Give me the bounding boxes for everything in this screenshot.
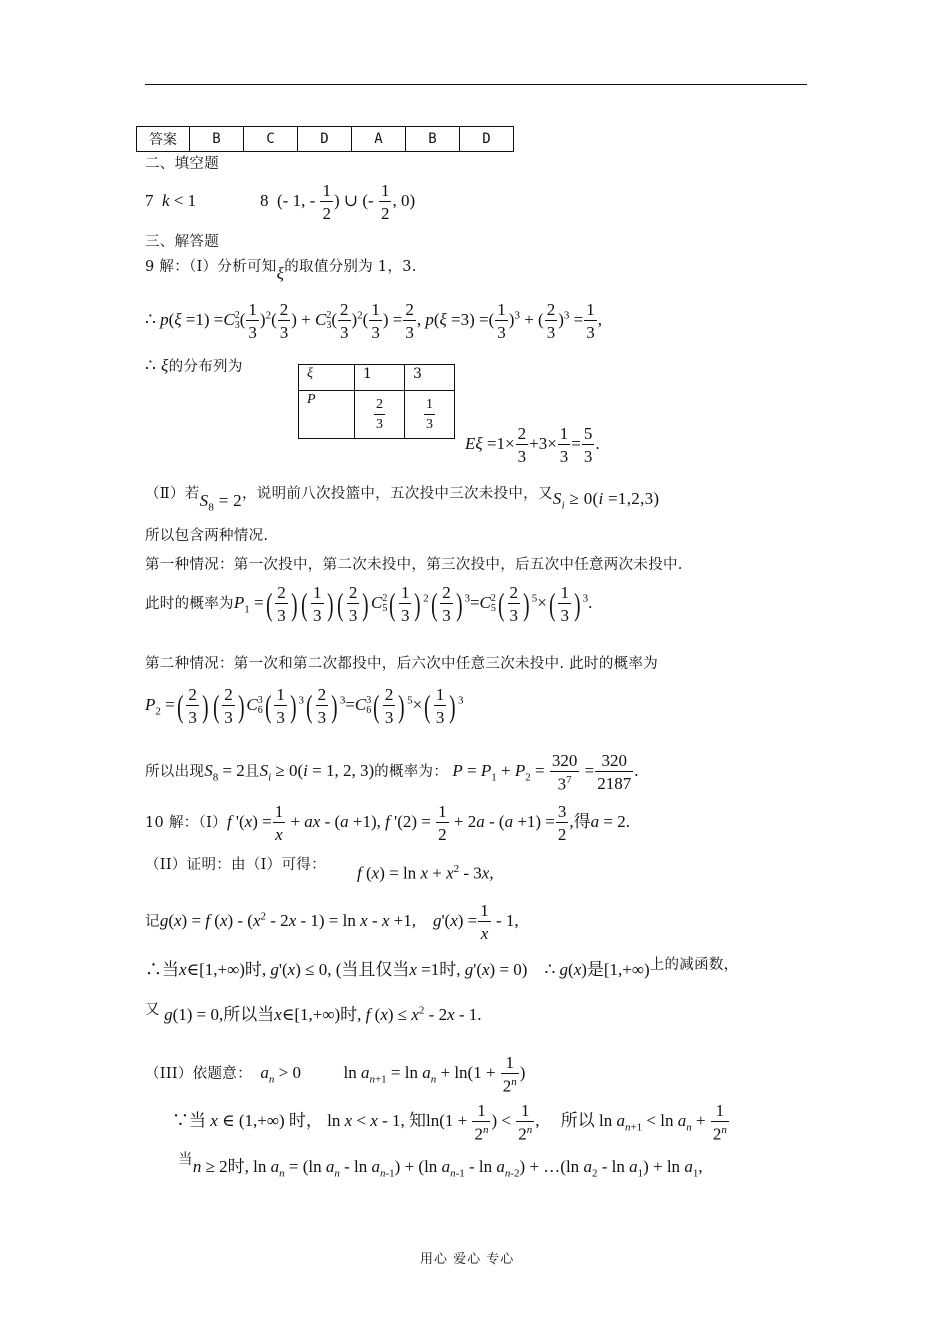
q9-part2: （Ⅱ）若$S_8 = 2$，说明前八次投篮中，五次投中三次未投中，又$S_i \ge 0(i =1,2,3)$	[145, 486, 660, 514]
dist-row-label: P	[299, 391, 355, 439]
answer-cell: B	[190, 127, 244, 152]
q9-two-cases: 所以包含两种情况.	[145, 528, 269, 544]
dist-header-3: 3	[405, 365, 455, 391]
answer-cell: B	[406, 127, 460, 152]
q8-answer: 8 (- 1, - $\frac{1}{2}$ ) ∪ (- $\frac{1}{2}$ , 0)	[260, 181, 416, 223]
q9-case1-probability: 此时的概率为$P_1$ =( $\frac{2}{3}$ ) ( $\frac{1}{3}$ ) ( $\frac{2}{3}$ ) C 2 5 ( $\frac{1}{3}$ ) $^2$( $\frac{2}{3}$ ) $^3$=C 2 5 ( $\frac{2}{3}$ ) $^5$×( $\frac{1}{3}$ ) $^3$.	[145, 583, 593, 625]
dist-value-3: $\frac{1}{3}$	[405, 391, 455, 439]
q9-probabilities: ∴ p(ξ =1) =C 2 3 ( $\frac{1}{3}$ )$^2$( $\frac{2}{3}$ ) + C 2 3 ( $\frac{2}{3}$ )$^2$( $\frac{1}{3}$ ) = $\frac{2}{3}$ , p(ξ =3) =( $\frac{1}{3}$ )$^3$ + ( $\frac{2}{3}$ )$^3$ = $\frac{1}{3}$ ,	[145, 300, 602, 342]
answer-cell: D	[298, 127, 352, 152]
distribution-table	[298, 364, 455, 439]
q10-telescoping: 当n ≥ 2时, $\ln a_n = (\ln$ $a_n - \ln a_{n-1}) + (\ln$ $a_{n-1}$ - $\ln a_{n-2}$) + …(ln $a_2 - \ln a_1) + \ln a_1$,	[178, 1152, 703, 1180]
answer-cell: C	[244, 127, 298, 152]
dist-value-1: $\frac{2}{3}$	[355, 391, 405, 439]
page-footer: 用心 爱心 专心	[420, 1252, 515, 1267]
q9-expectation: Eξ =1× $\frac{2}{3}$ +3× $\frac{1}{3}$ = $\frac{5}{3}$ .	[465, 424, 600, 466]
section-fill-heading: 二、填空题	[145, 156, 219, 172]
q10-decreasing: ∴当x∈[1,+∞)时, g'(x) ≤ 0, (当且仅当x =1时, g'(x) = 0) ∴ g(x)是[1,+∞)上的减函数，	[145, 957, 739, 979]
section-solve-heading: 三、解答题	[145, 234, 219, 250]
answer-cell: D	[460, 127, 514, 152]
q10-conclusion: 又 g(1) = 0,所以当x∈[1,+∞)时, f $(x) \le x^2 - 2x - 1$.	[145, 1002, 482, 1024]
q7-number: 7	[145, 191, 154, 210]
q10-inequality: ∵当 x ∈ (1,+∞) 时， ln x < x - 1, 知ln(1 + $\frac{1}{2^n}$ ) < $\frac{1}{2^n}$ , 所以 $\ln a_{n+1} < \ln a_n$ + $\frac{1}{2^n}$	[172, 1101, 727, 1144]
q9-distribution-label: ∴ ξ的分布列为	[145, 356, 243, 375]
q10-part1: 10 解：（I）f '(x) = $\frac{1}{x}$ + ax - (a +1), f '(2) = $\frac{1}{2}$ + 2a - (a +1) = $\frac{3}{2}$ ,得a = 2.	[145, 802, 630, 844]
q9-case1: 第一种情况：第一次投中，第二次未投中，第三次投中，后五次中任意两次未投中.	[145, 557, 683, 573]
q9-case2-probability: $P_2$ =( $\frac{2}{3}$ ) ( $\frac{2}{3}$ ) C 3 6 ( $\frac{1}{3}$ ) $^3$( $\frac{2}{3}$ ) $^3$=C 3 6 ( $\frac{2}{3}$ ) $^5$×( $\frac{1}{3}$ ) $^3$	[145, 685, 464, 727]
q9-case2: 第二种情况：第一次和第二次都投中，后六次中任意三次未投中. 此时的概率为	[145, 656, 659, 672]
q7-answer: 7 k < 1	[145, 191, 197, 210]
answer-label: 答案	[137, 127, 190, 152]
q9-intro: 9 解：（Ⅰ）分析可知ξ的取值分别为 1，3.	[145, 259, 417, 283]
q9-result: 所以出现$S_8 = 2$且$S_i \ge 0(i = 1$, 2, 3)的概率为： $P = P_1 + P_2$ = $\frac{320}{3^7}$ = $\frac{320}{2187}$ .	[145, 751, 639, 794]
dist-header-1: 1	[355, 365, 405, 391]
header-rule	[145, 84, 807, 85]
q10-g-definition: 记g(x) = f $(x) - (x^2 - 2x - 1) = \ln x - x +1$, g'(x) = $\frac{1}{x}$ - 1,	[145, 901, 519, 943]
q10-part3: （III）依题意： $a_n > 0$ $\ln a_{n+1} = \ln a_n + \ln(1$ + $\frac{1}{2^n}$ )	[145, 1053, 526, 1096]
answer-cell: A	[352, 127, 406, 152]
answer-table	[136, 126, 514, 152]
dist-header-xi: ξ	[299, 365, 355, 391]
q10-part2: （II）证明：由（I）可得：	[145, 857, 326, 873]
q10-f-expression: f $(x) = \ln x + x^2 - 3x$,	[357, 863, 494, 883]
